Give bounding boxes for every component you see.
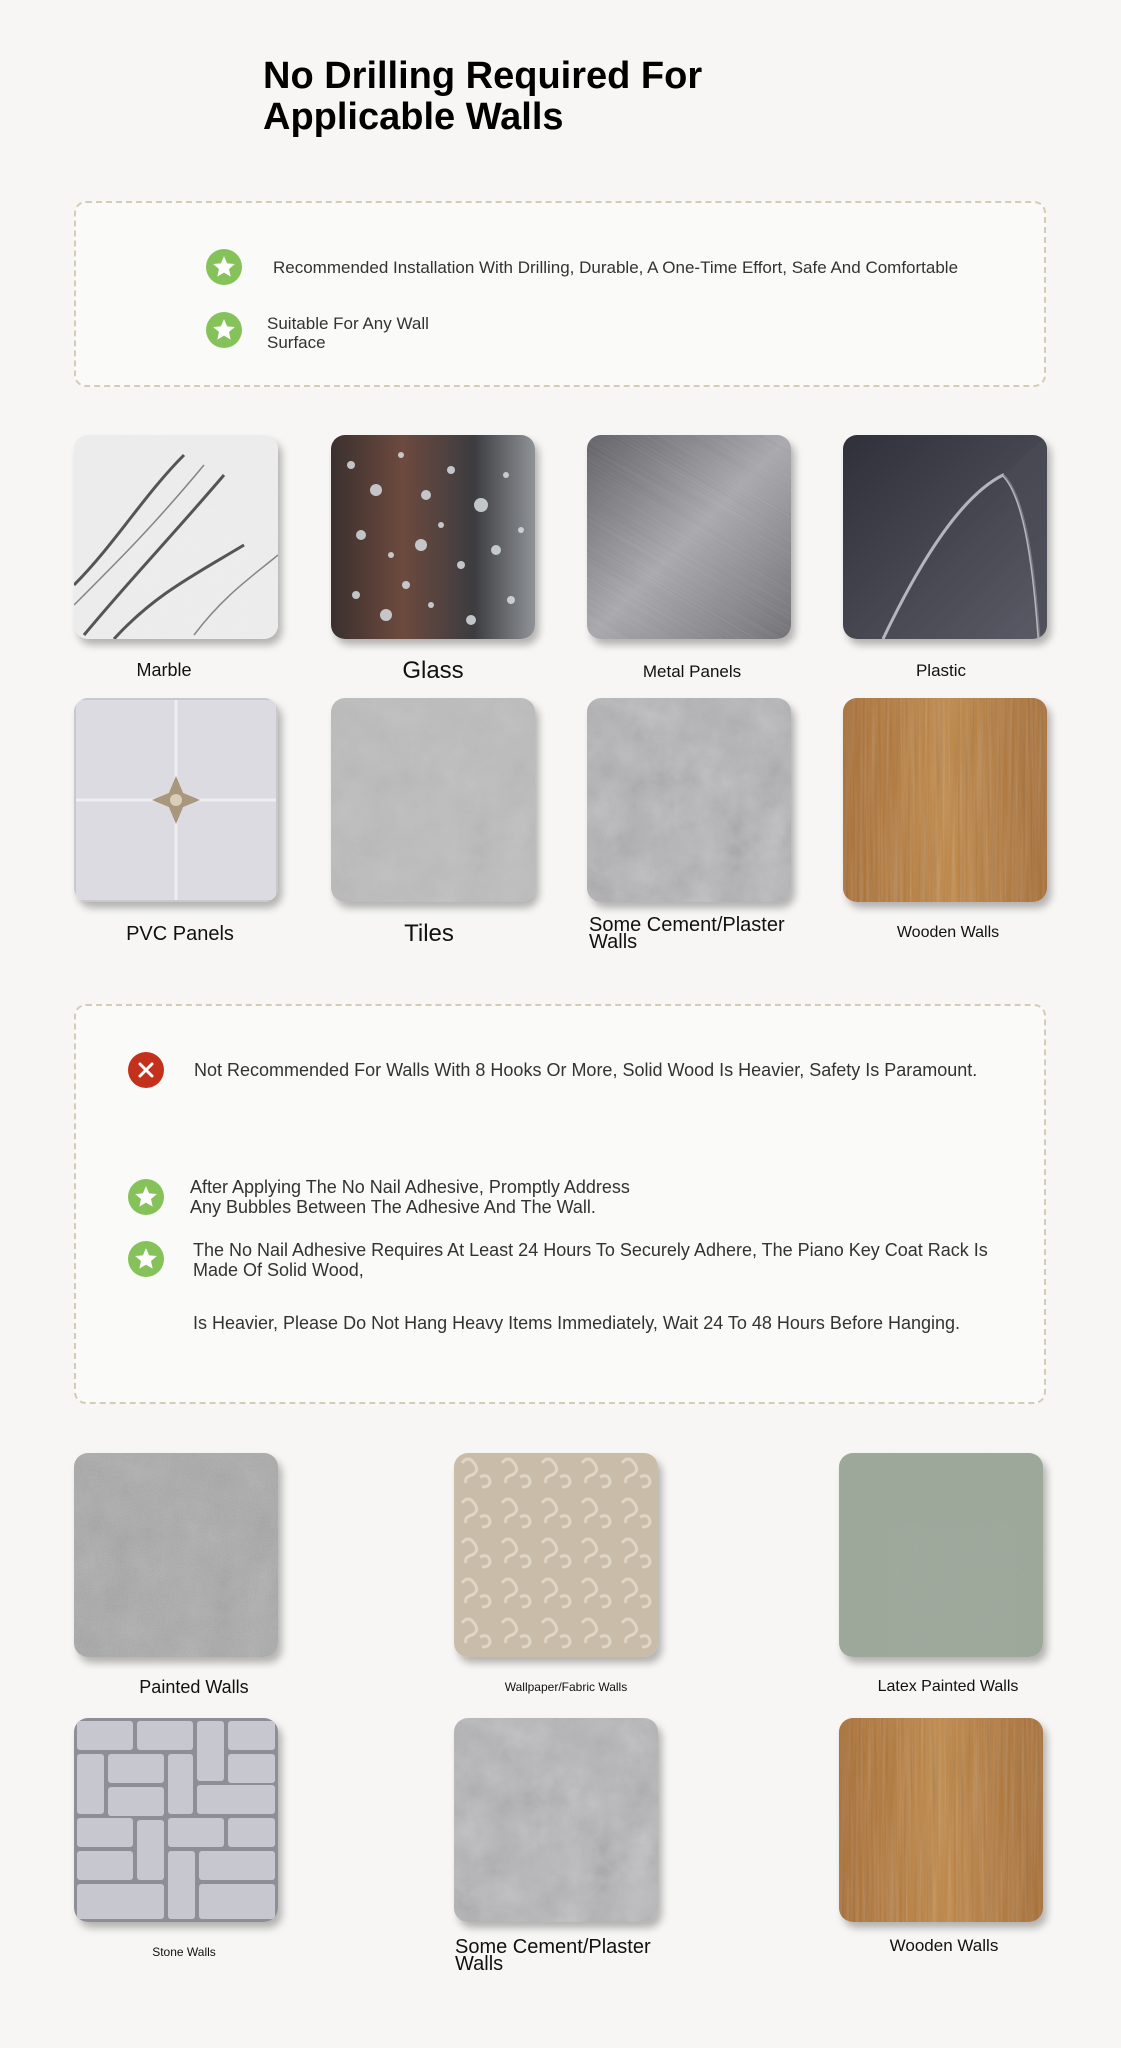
latex-painted-swatch xyxy=(839,1453,1043,1657)
tip-text-2-continued: Is Heavier, Please Do Not Hang Heavy Items Immediately, Wait 24 To 48 Hours Before Hanging. xyxy=(193,1313,961,1333)
pvc-panels-swatch xyxy=(74,698,278,902)
feature-text-2: Suitable For Any Wall Surface xyxy=(267,314,429,352)
label-marble: Marble xyxy=(136,660,192,680)
wallpaper-swatch xyxy=(454,1453,658,1657)
features-panel xyxy=(74,201,1046,387)
page-title: No Drilling Required For Applicable Walls xyxy=(263,55,703,138)
label-cement-plaster-2: Some Cement/Plaster Walls xyxy=(455,1936,651,1975)
wooden-walls-swatch-2 xyxy=(839,1718,1043,1922)
label-latex-painted: Latex Painted Walls xyxy=(877,1678,1019,1695)
painted-walls-swatch xyxy=(74,1453,278,1657)
x-icon xyxy=(128,1052,164,1088)
stone-walls-swatch xyxy=(74,1718,278,1922)
tiles-swatch xyxy=(331,698,535,902)
feature-text-1: Recommended Installation With Drilling, Durable, A One-Time Effort, Safe And Comfortable xyxy=(273,258,959,277)
metal-panels-swatch xyxy=(587,435,791,639)
warning-text: Not Recommended For Walls With 8 Hooks Or More, Solid Wood Is Heavier, Safety Is Paramount. xyxy=(194,1060,978,1080)
marble-swatch xyxy=(74,435,278,639)
label-cement-plaster: Some Cement/Plaster Walls xyxy=(589,914,785,953)
star-check-icon xyxy=(128,1179,164,1215)
label-wallpaper: Wallpaper/Fabric Walls xyxy=(504,1680,628,1694)
plastic-swatch xyxy=(843,435,1047,639)
label-metal-panels: Metal Panels xyxy=(642,662,742,681)
cement-plaster-swatch xyxy=(587,698,791,902)
wooden-walls-swatch xyxy=(843,698,1047,902)
star-check-icon xyxy=(128,1241,164,1277)
label-plastic: Plastic xyxy=(915,661,967,680)
label-stone-walls: Stone Walls xyxy=(152,1945,216,1959)
label-wooden-walls-2: Wooden Walls xyxy=(889,1936,999,1955)
tip-text-2: The No Nail Adhesive Requires At Least 24 Hours To Securely Adhere, The Piano Key Coat Rack Is Made Of Solid Wood, xyxy=(193,1240,988,1280)
glass-swatch xyxy=(331,435,535,639)
tip-text-1: After Applying The No Nail Adhesive, Promptly Address Any Bubbles Between The Adhesive And The Wall. xyxy=(190,1177,630,1217)
label-tiles: Tiles xyxy=(404,920,454,947)
star-check-icon xyxy=(206,312,242,348)
label-pvc-panels: PVC Panels xyxy=(126,923,234,945)
label-glass: Glass xyxy=(402,657,464,684)
label-wooden-walls: Wooden Walls xyxy=(896,924,1000,941)
star-check-icon xyxy=(206,249,242,285)
label-painted-walls: Painted Walls xyxy=(139,1677,249,1697)
cement-plaster-swatch-2 xyxy=(454,1718,658,1922)
